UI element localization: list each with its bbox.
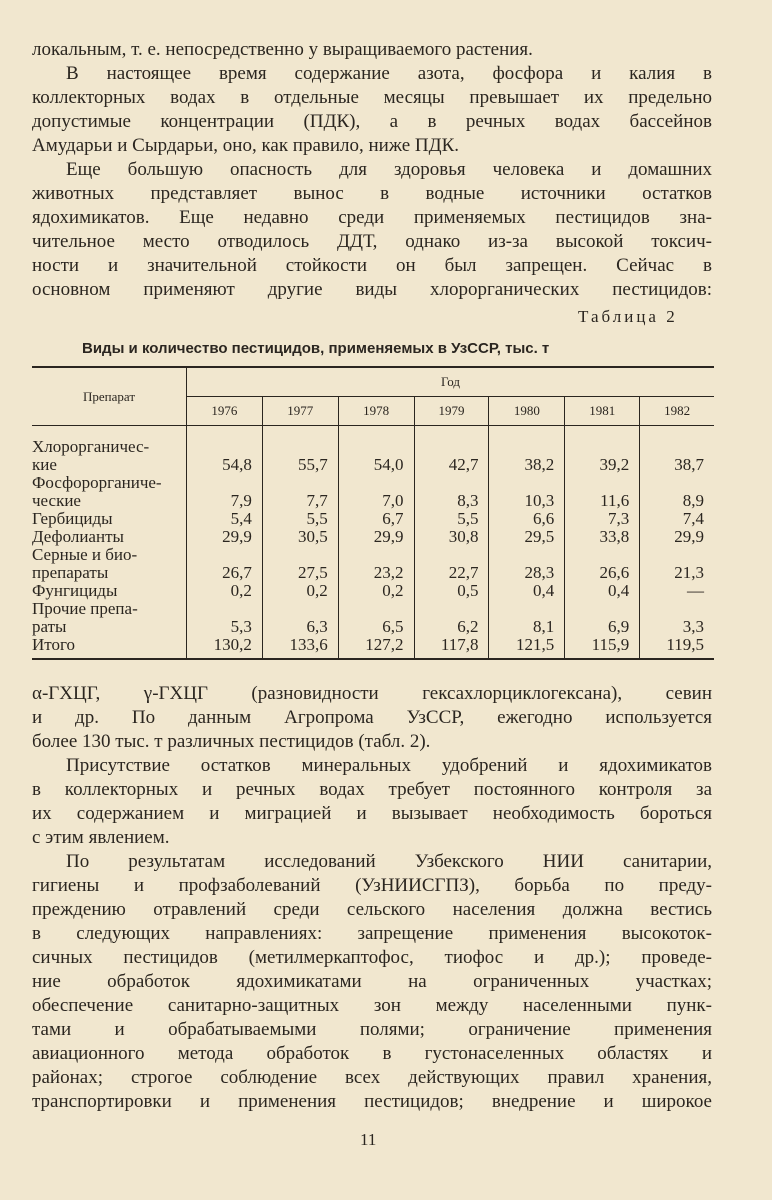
table-title: Виды и количество пестицидов, применяемых в УзССР, тыс. т: [82, 340, 550, 357]
table-cell-value: 119,5: [640, 636, 714, 659]
preparation-name-line: Итого: [32, 635, 76, 654]
table-cell-value: 0,4: [565, 582, 640, 600]
preparation-name-line: препараты: [32, 563, 109, 582]
table-row: [32, 510, 714, 528]
preparation-name-line: раты: [32, 617, 67, 636]
table-cell-value: 7,7: [262, 474, 338, 510]
table-cell-value: 38,2: [489, 426, 565, 475]
table-cell-value: 6,9: [565, 600, 640, 636]
table-cell-value: 29,9: [187, 528, 263, 546]
preparation-name: [32, 528, 187, 546]
year-header: 1976: [187, 397, 263, 426]
pesticide-table: [32, 366, 714, 660]
table-cell-value: 7,0: [338, 474, 414, 510]
table-cell-value: 0,2: [262, 582, 338, 600]
text-line: в следующих направлениях: запрещение применения высокоток-: [32, 923, 712, 944]
table-cell-value: 10,3: [489, 474, 565, 510]
year-header: 1981: [565, 397, 640, 426]
table-cell-value: 55,7: [262, 426, 338, 475]
text-line: с этим явлением.: [32, 827, 170, 848]
table-cell-value: 38,7: [640, 426, 714, 475]
table-cell-value: 117,8: [414, 636, 489, 659]
table-cell-value: 29,9: [640, 528, 714, 546]
table-row: [32, 426, 714, 475]
text-line: и др. По данным Агропрома УзССР, ежегодно используется: [32, 707, 712, 728]
table-row: [32, 474, 714, 510]
text-block-bottom: [32, 682, 712, 1114]
table-cell-value: 127,2: [338, 636, 414, 659]
table-cell-value: 21,3: [640, 546, 714, 582]
table-cell-value: 28,3: [489, 546, 565, 582]
table-cell-value: 6,3: [262, 600, 338, 636]
preparation-name: [32, 636, 187, 659]
table-cell-value: 33,8: [565, 528, 640, 546]
table-cell-value: 5,4: [187, 510, 263, 528]
text-line: тами и обрабатываемыми полями; ограничение применения: [32, 1019, 712, 1040]
preparation-name-line: Фосфорорганиче-: [32, 473, 162, 492]
page-number: 11: [360, 1130, 377, 1149]
preparation-name-line: Фунгициды: [32, 581, 118, 600]
table-cell-value: 0,5: [414, 582, 489, 600]
preparation-name-line: Гербициды: [32, 509, 113, 528]
preparation-name-line: Дефолианты: [32, 527, 124, 546]
preparation-name: [32, 426, 187, 475]
text-line: ности и значительной стойкости он был запрещен. Сейчас в: [32, 255, 712, 276]
table-cell-value: 130,2: [187, 636, 263, 659]
table-cell-value: 5,3: [187, 600, 263, 636]
text-line: Еще большую опасность для здоровья человека и домашних: [66, 159, 712, 180]
preparation-name: [32, 546, 187, 582]
preparation-name-line: кие: [32, 455, 57, 474]
table-cell-value: 26,6: [565, 546, 640, 582]
text-line: коллекторных водах в отдельные месяцы превышает их предельно: [32, 87, 712, 108]
table-cell-value: 54,8: [187, 426, 263, 475]
text-line: Присутствие остатков минеральных удобрений и ядохимикатов: [66, 755, 712, 776]
preparation-name-line: Серные и био-: [32, 545, 138, 564]
table-cell-value: 6,2: [414, 600, 489, 636]
table-cell-value: 8,1: [489, 600, 565, 636]
table-cell-value: 54,0: [338, 426, 414, 475]
text-line: животных представляет вынос в водные источники остатков: [32, 183, 712, 204]
table-cell-value: 7,3: [565, 510, 640, 528]
year-header: 1982: [640, 397, 714, 426]
column-header-preparation: Препарат: [32, 367, 187, 426]
text-line: транспортировки и применения пестицидов; внедрение и широкое: [32, 1091, 712, 1112]
table-cell-value: 133,6: [262, 636, 338, 659]
text-line: их содержанием и миграцией и вызывает необходимость бороться: [32, 803, 712, 824]
text-line: α-ГХЦГ, γ-ГХЦГ (разновидности гексахлорциклогексана), севин: [32, 683, 712, 704]
text-line: локальным, т. е. непосредственно у выращиваемого растения.: [32, 39, 533, 60]
table-cell-value: 5,5: [414, 510, 489, 528]
text-line: сичных пестицидов (метилмеркаптофос, тиофос и др.); проведе-: [32, 947, 712, 968]
table-caption: Таблица 2: [578, 307, 678, 326]
preparation-name-line: ческие: [32, 491, 81, 510]
table-cell-value: 39,2: [565, 426, 640, 475]
table-cell-value: 27,5: [262, 546, 338, 582]
table-cell-value: 8,9: [640, 474, 714, 510]
table-cell-value: 0,2: [187, 582, 263, 600]
table-cell-value: 29,9: [338, 528, 414, 546]
preparation-name: [32, 510, 187, 528]
text-line: В настоящее время содержание азота, фосфора и калия в: [66, 63, 712, 84]
table-cell-value: 3,3: [640, 600, 714, 636]
preparation-name-line: Прочие препа-: [32, 599, 138, 618]
text-line: ние обработок ядохимикатами на ограниченных участках;: [32, 971, 712, 992]
table-cell-value: 0,2: [338, 582, 414, 600]
table-cell-value: 23,2: [338, 546, 414, 582]
text-line: более 130 тыс. т различных пестицидов (табл. 2).: [32, 731, 431, 752]
table-cell-value: 22,7: [414, 546, 489, 582]
text-line: гигиены и профзаболеваний (УзНИИСГПЗ), борьба по преду-: [32, 875, 712, 896]
table-cell-value: 115,9: [565, 636, 640, 659]
year-header: 1978: [338, 397, 414, 426]
table-row: [32, 600, 714, 636]
table-cell-value: 0,4: [489, 582, 565, 600]
text-line: районах; строгое соблюдение всех действующих правил хранения,: [32, 1067, 712, 1088]
text-line: Амударьи и Сырдарьи, оно, как правило, ниже ПДК.: [32, 135, 460, 156]
preparation-name: [32, 474, 187, 510]
table-row: [32, 546, 714, 582]
text-line: ядохимикатов. Еще недавно среди применяемых пестицидов зна-: [32, 207, 712, 228]
table-row: [32, 528, 714, 546]
table-cell-value: 29,5: [489, 528, 565, 546]
text-line: обеспечение санитарно-защитных зон между населенными пунк-: [32, 995, 712, 1016]
table-row: [32, 636, 714, 659]
text-line: основном применяют другие виды хлорорганических пестицидов:: [32, 279, 712, 300]
text-line: чительное место отводилось ДДТ, однако из-за высокой токсич-: [32, 231, 712, 252]
text-line: авиационного метода обработок в густонаселенных областях и: [32, 1043, 712, 1064]
table-cell-value: 26,7: [187, 546, 263, 582]
table-row: [32, 582, 714, 600]
table-cell-value: 121,5: [489, 636, 565, 659]
year-header: 1979: [414, 397, 489, 426]
table-cell-value: 5,5: [262, 510, 338, 528]
text-block-top: [32, 38, 712, 302]
preparation-name-line: Хлорорганичес-: [32, 437, 150, 456]
preparation-name: [32, 600, 187, 636]
table-cell-value: 7,4: [640, 510, 714, 528]
table-cell-value: —: [640, 582, 714, 600]
table-cell-value: 30,8: [414, 528, 489, 546]
table-cell-value: 8,3: [414, 474, 489, 510]
year-header: 1980: [489, 397, 565, 426]
text-line: По результатам исследований Узбекского НИИ санитарии,: [66, 851, 712, 872]
preparation-name: [32, 582, 187, 600]
table-cell-value: 6,6: [489, 510, 565, 528]
year-header: 1977: [262, 397, 338, 426]
column-header-year: Год: [187, 367, 715, 397]
table-cell-value: 6,5: [338, 600, 414, 636]
table-cell-value: 6,7: [338, 510, 414, 528]
table-cell-value: 30,5: [262, 528, 338, 546]
table-cell-value: 42,7: [414, 426, 489, 475]
text-line: преждению отравлений среди сельского населения должна вестись: [32, 899, 712, 920]
text-line: допустимые концентрации (ПДК), а в речных водах бассейнов: [32, 111, 712, 132]
table-cell-value: 7,9: [187, 474, 263, 510]
table-cell-value: 11,6: [565, 474, 640, 510]
text-line: в коллекторных и речных водах требует постоянного контроля за: [32, 779, 712, 800]
